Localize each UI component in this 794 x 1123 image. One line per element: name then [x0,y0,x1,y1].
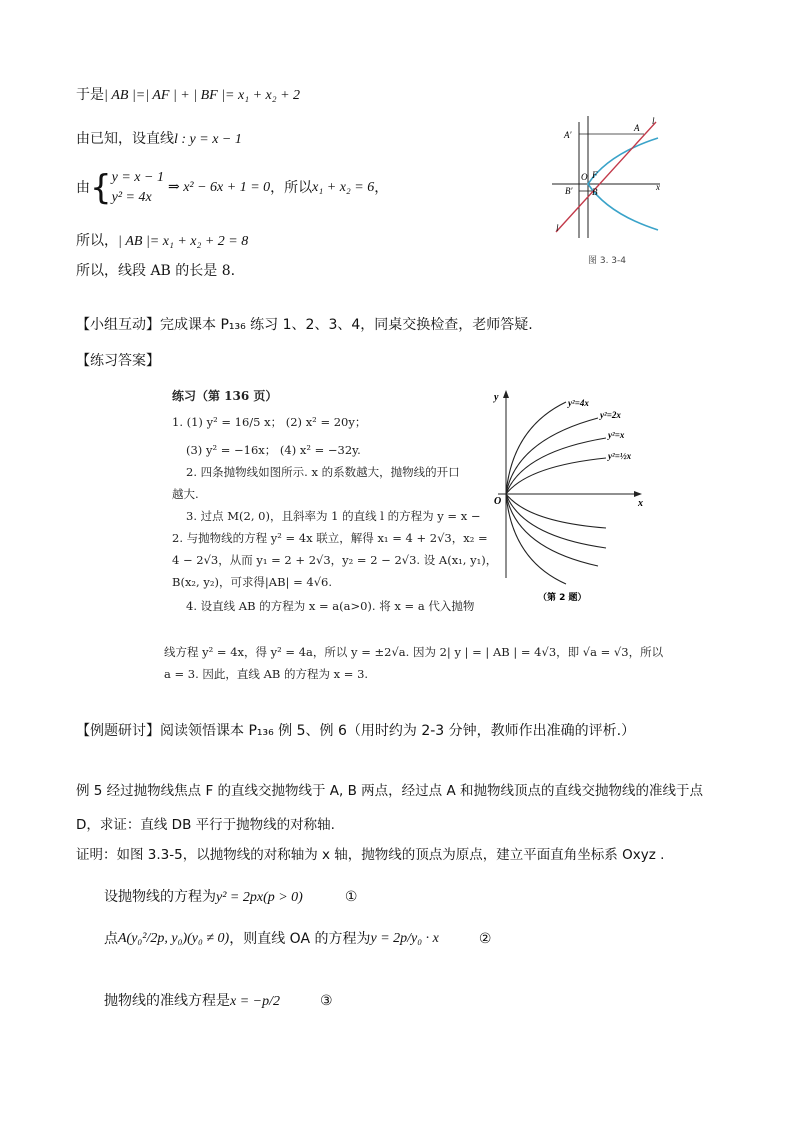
label-curve-half-x: y²=½x [608,451,632,461]
answer-line-2: (3) y² = −16x； (4) x² = −32y. [186,443,361,457]
curve-2x-lower [506,494,598,566]
answer-line-9: 4. 设直线 AB 的方程为 x = a(a>0). 将 x = a 代入抛物 [186,599,475,613]
example-discussion [76,722,635,740]
proof-step-1 [104,888,357,907]
y-axis-arrow [503,390,509,398]
answer-cont-1: 线方程 y² = 4x，得 y² = 4a，所以 y = ±2√a. 因为 2| y | = | AB | = 4√3，即 √a = √3，所以 [164,645,664,659]
left-brace: { [90,168,112,208]
answers-excerpt [164,386,498,616]
label-a: A [634,123,640,133]
system-row-1: y = x − 1 [111,170,164,185]
figure-question-2 [488,388,648,604]
step-text: 抛物线的准线方程是 [104,993,230,1009]
section-title: 【例题研讨】 [76,723,160,739]
text-prefix: 由已知，设直线 [76,131,174,147]
text-so: ，所以 [270,180,313,196]
step-formula: y² = 2px(p > 0) [216,890,303,905]
equation-system [112,168,164,208]
text-prefix: 所以， [76,233,118,249]
curve-x-upper [506,438,606,494]
label-l-top: l [652,116,655,126]
answers-title: 【练习答案】 [76,353,160,369]
label-b-prime: B′ [565,186,573,196]
example5-line1: 例 5 经过抛物线焦点 F 的直线交抛物线于 A, B 两点，经过点 A 和抛物线顶点的直线交抛物线的准线于点 [76,783,703,799]
example5-line2: D，求证：直线 DB 平行于抛物线的对称轴. [76,817,335,833]
answer-line-8: B(x₂, y₂)，可求得|AB| = 4√6. [172,575,333,589]
step-text: 点 [104,931,118,947]
label-a-prime: A′ [564,130,572,140]
curve-4x-upper [506,402,566,494]
curve-4x-lower [506,494,566,584]
step-text-mid: ，则直线 OA 的方程为 [229,931,371,947]
solution-line-system [76,168,388,214]
section-title: 【小组互动】 [76,317,160,333]
section-text: 完成课本 P₁₃₆ 练习 1、2、3、4，同桌交换检查，老师答疑. [160,317,533,333]
step-text: 设抛物线的方程为 [104,889,216,905]
step-number: ① [344,889,358,905]
answer-line-3: 2. 四条抛物线如图所示. x 的系数越大，抛物线的开口 [186,465,460,479]
x-axis-arrow [634,491,642,497]
section-text: 阅读领悟课本 P₁₃₆ 例 5、例 6（用时约为 2-3 分钟，教师作出准确的评析.） [160,723,636,739]
step-number: ③ [320,993,333,1009]
solution-line-set-line [76,130,242,149]
figure-caption: （第 2 题） [538,593,587,603]
label-curve-4x: y²=4x [568,398,589,408]
label-x: x [638,498,643,509]
label-o: O [494,496,502,507]
point-a: A(y₀²/2p, y₀)(y₀ ≠ 0) [118,931,230,946]
label-curve-x: y²=x [608,430,625,440]
text-prefix: 由 [76,180,90,196]
label-y: y [494,392,499,403]
result-formula: x₁ + x₂ = 6 [312,180,375,195]
formula: | AB |=| AF | + | BF |= x₁ + x₂ + 2 [104,88,301,103]
group-interaction [76,316,533,334]
curve-2x-upper [506,418,598,494]
solution-line-ab-eq [76,232,248,251]
solution-line-ab-sum [76,86,300,105]
proof-step-2 [104,930,491,970]
curve-half-x-upper [506,458,606,494]
label-curve-2x: y²=2x [600,410,621,420]
figure-3-3-4 [548,110,666,270]
formula: | AB |= x₁ + x₂ + 2 = 8 [118,234,249,249]
punct: ， [374,180,389,196]
derived-equation: ⇒ x² − 6x + 1 = 0 [167,180,271,195]
curve-half-x-lower [506,494,606,528]
answer-line-4: 越大. [172,487,199,501]
answer-cont-2: a = 3. 因此，直线 AB 的方程为 x = 3. [164,667,369,681]
step-formula: y = 2p/y₀ · x [370,931,439,946]
label-b: B [592,187,598,197]
answer-line-1: 1. (1) y² = 16/5 x； (2) x² = 20y； [172,415,367,429]
label-f: F [592,170,598,180]
answer-line-6: 2. 与抛物线的方程 y² = 4x 联立，解得 x₁ = 4 + 2√3，x₂ = [172,531,488,545]
step-formula: x = −p/2 [230,994,280,1009]
system-row-2: y² = 4x [111,190,152,205]
example5-proof: 证明：如图 3.3-5，以抛物线的对称轴为 x 轴，抛物线的顶点为原点，建立平面直角坐标系 Oxyz . [76,847,665,863]
proof-step-3 [104,992,333,1011]
label-l-bottom: l [556,223,559,233]
figure-caption: 图 3. 3-4 [588,256,627,266]
answer-line-7: 4 − 2√3，从而 y₁ = 2 + 2√3，y₂ = 2 − 2√3. 设 A(x₁, y₁)， [172,553,498,567]
label-o: O [581,172,588,182]
label-x: x [656,182,660,192]
solution-line-conclusion: 所以，线段 AB 的长是 8. [76,263,236,279]
text-prefix: 于是 [76,87,104,103]
step-number: ② [478,931,492,947]
formula: l : y = x − 1 [174,132,242,147]
answer-line-5: 3. 过点 M(2, 0)，且斜率为 1 的直线 l 的方程为 y = x − [186,509,481,523]
answers-heading: 练习（第 136 页） [172,389,278,403]
